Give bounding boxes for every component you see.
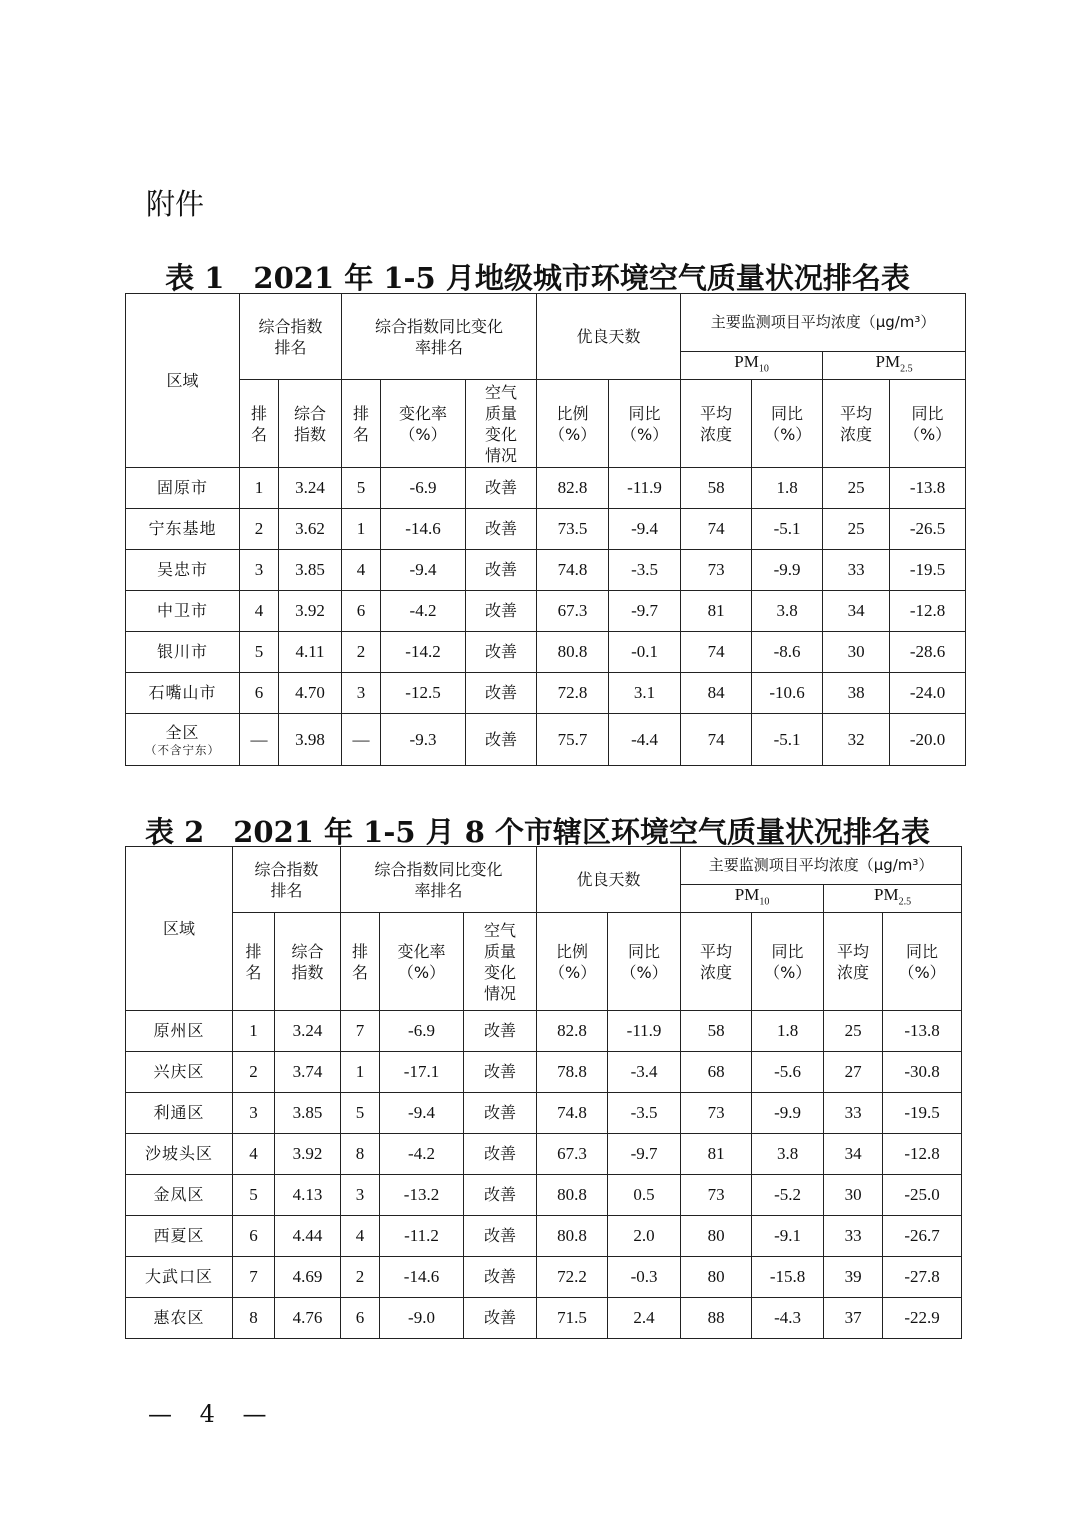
cell-good-yoy: -3.5 [608, 1093, 681, 1134]
header-pm25-yoy: 同比（%） [883, 913, 962, 1011]
cell-rank: 2 [233, 1052, 275, 1093]
table-row [126, 632, 966, 673]
table2-body [126, 1011, 962, 1339]
cell-pm25-avg: 25 [824, 1011, 883, 1052]
header-rank: 排名 [233, 913, 275, 1011]
cell-rank: 1 [233, 1011, 275, 1052]
table1-header [126, 294, 966, 468]
header-pm10-subscript: 10 [759, 896, 770, 908]
cell-pm10-avg: 74 [681, 714, 752, 766]
cell-chg-rate: -17.1 [380, 1052, 464, 1093]
header-change-rate: 变化率（%） [380, 913, 464, 1011]
cell-pm10-yoy: 3.8 [752, 1134, 824, 1175]
cell-index: 3.98 [279, 714, 342, 766]
cell-rank: 5 [240, 632, 279, 673]
table-row [126, 591, 966, 632]
header-pm25-yoy: 同比（%） [890, 380, 966, 468]
cell-region [126, 1216, 233, 1257]
region-name: 兴庆区 [153, 1062, 205, 1082]
table2-title: 表 2 2021 年 1-5 月 8 个市辖区环境空气质量状况排名表 [144, 815, 931, 849]
cell-chg-rank: 5 [342, 468, 381, 509]
cell-pm25-yoy: -19.5 [883, 1093, 962, 1134]
cell-pm25-avg: 37 [824, 1298, 883, 1339]
cell-good-yoy: -9.7 [609, 591, 681, 632]
cell-region [126, 714, 240, 766]
cell-quality: 改善 [466, 468, 537, 509]
cell-region [126, 1011, 233, 1052]
cell-pm25-yoy: -13.8 [883, 1011, 962, 1052]
header-composite-rank-group: 综合指数排名 [233, 847, 341, 913]
header-pm25-label: PM [875, 352, 901, 371]
table-row [126, 1093, 962, 1134]
cell-good-yoy: 0.5 [608, 1175, 681, 1216]
cell-pm10-yoy: -5.1 [752, 509, 823, 550]
cell-pm25-yoy: -28.6 [890, 632, 966, 673]
cell-good-yoy: -11.9 [609, 468, 681, 509]
header-change-rate: 变化率（%） [381, 380, 466, 468]
cell-good-ratio: 80.8 [537, 1216, 608, 1257]
region-name: 金凤区 [153, 1185, 205, 1205]
cell-quality: 改善 [466, 509, 537, 550]
cell-region [126, 1093, 233, 1134]
cell-pm10-yoy: 1.8 [752, 1011, 824, 1052]
cell-pm10-avg: 73 [681, 1093, 752, 1134]
table-row [126, 714, 966, 766]
region-name: 全区 [165, 722, 200, 742]
region-name: 沙坡头区 [144, 1144, 213, 1164]
header-pm10 [681, 885, 824, 913]
cell-pm25-avg: 34 [823, 591, 890, 632]
region-name: 固原市 [156, 478, 208, 498]
cell-pm10-yoy: -5.6 [752, 1052, 824, 1093]
cell-index: 3.92 [279, 591, 342, 632]
cell-quality: 改善 [466, 714, 537, 766]
cell-pm25-yoy: -13.8 [890, 468, 966, 509]
cell-pm10-yoy: -4.3 [752, 1298, 824, 1339]
cell-pm25-avg: 34 [824, 1134, 883, 1175]
cell-pm10-avg: 58 [681, 468, 752, 509]
header-pm10-yoy: 同比（%） [752, 380, 823, 468]
cell-chg-rank: 4 [341, 1216, 380, 1257]
table-row [126, 1011, 962, 1052]
cell-pm10-avg: 68 [681, 1052, 752, 1093]
cell-chg-rank: 7 [341, 1011, 380, 1052]
cell-chg-rate: -9.4 [381, 550, 466, 591]
cell-index: 3.74 [275, 1052, 341, 1093]
cell-chg-rank: 3 [341, 1175, 380, 1216]
cell-chg-rank: 2 [342, 632, 381, 673]
table2-table [125, 846, 962, 1339]
cell-good-ratio: 71.5 [537, 1298, 608, 1339]
cell-index: 3.24 [279, 468, 342, 509]
header-pm25-avg: 平均浓度 [823, 380, 890, 468]
cell-quality: 改善 [464, 1298, 537, 1339]
cell-good-yoy: -0.3 [608, 1257, 681, 1298]
cell-good-ratio: 67.3 [537, 1134, 608, 1175]
cell-good-yoy: -4.4 [609, 714, 681, 766]
region-name: 银川市 [156, 642, 208, 662]
cell-region [126, 509, 240, 550]
cell-chg-rate: -6.9 [381, 468, 466, 509]
cell-good-ratio: 74.8 [537, 550, 609, 591]
cell-chg-rate: -13.2 [380, 1175, 464, 1216]
cell-chg-rank: 5 [341, 1093, 380, 1134]
cell-rank: 4 [240, 591, 279, 632]
cell-region [126, 1134, 233, 1175]
cell-quality: 改善 [464, 1093, 537, 1134]
cell-good-ratio: 67.3 [537, 591, 609, 632]
cell-pm25-yoy: -20.0 [890, 714, 966, 766]
cell-good-yoy: -11.9 [608, 1011, 681, 1052]
cell-pm25-yoy: -22.9 [883, 1298, 962, 1339]
region-name: 西夏区 [153, 1226, 205, 1246]
header-pm25 [824, 885, 962, 913]
cell-good-ratio: 75.7 [537, 714, 609, 766]
table-row [126, 1052, 962, 1093]
header-rank: 排名 [240, 380, 279, 468]
cell-pm25-avg: 25 [823, 468, 890, 509]
table-row [126, 1216, 962, 1257]
cell-good-ratio: 72.2 [537, 1257, 608, 1298]
cell-index: 3.85 [275, 1093, 341, 1134]
cell-pm10-yoy: -9.1 [752, 1216, 824, 1257]
cell-rank: 1 [240, 468, 279, 509]
header-pollutant-group: 主要监测项目平均浓度（μg/m³） [681, 294, 966, 352]
header-region: 区域 [126, 294, 240, 468]
cell-index: 4.76 [275, 1298, 341, 1339]
cell-pm25-avg: 38 [823, 673, 890, 714]
cell-pm10-yoy: -9.9 [752, 550, 823, 591]
cell-pm25-avg: 33 [824, 1093, 883, 1134]
cell-quality: 改善 [466, 591, 537, 632]
cell-pm10-yoy: -15.8 [752, 1257, 824, 1298]
table-row [126, 509, 966, 550]
table-row [126, 468, 966, 509]
cell-pm10-avg: 58 [681, 1011, 752, 1052]
table-row [126, 673, 966, 714]
cell-pm25-avg: 33 [824, 1216, 883, 1257]
cell-pm10-yoy: 1.8 [752, 468, 823, 509]
table1-table [125, 293, 966, 766]
cell-region [126, 673, 240, 714]
cell-quality: 改善 [466, 673, 537, 714]
cell-chg-rate: -14.6 [380, 1257, 464, 1298]
cell-index: 4.70 [279, 673, 342, 714]
cell-rank: 7 [233, 1257, 275, 1298]
header-pm25 [823, 352, 966, 380]
cell-pm25-avg: 33 [823, 550, 890, 591]
cell-quality: 改善 [466, 550, 537, 591]
header-pm10-label: PM [734, 352, 759, 371]
cell-rank: 3 [233, 1093, 275, 1134]
cell-pm10-avg: 80 [681, 1257, 752, 1298]
cell-index: 3.92 [275, 1134, 341, 1175]
cell-pm10-avg: 73 [681, 550, 752, 591]
cell-chg-rate: -14.2 [381, 632, 466, 673]
header-air-quality-change: 空气质量变化情况 [466, 380, 537, 468]
cell-pm10-avg: 81 [681, 1134, 752, 1175]
cell-chg-rank: 8 [341, 1134, 380, 1175]
cell-pm10-avg: 80 [681, 1216, 752, 1257]
cell-chg-rate: -12.5 [381, 673, 466, 714]
cell-pm25-yoy: -30.8 [883, 1052, 962, 1093]
cell-chg-rank: — [342, 714, 381, 766]
cell-pm10-avg: 74 [681, 509, 752, 550]
cell-good-ratio: 78.8 [537, 1052, 608, 1093]
cell-quality: 改善 [464, 1052, 537, 1093]
header-pm10-avg: 平均浓度 [681, 380, 752, 468]
header-good-ratio: 比例（%） [537, 913, 608, 1011]
region-name: 原州区 [153, 1021, 205, 1041]
cell-good-yoy: -9.7 [608, 1134, 681, 1175]
cell-region [126, 1052, 233, 1093]
cell-pm10-avg: 81 [681, 591, 752, 632]
header-pm10-label: PM [734, 885, 760, 904]
cell-chg-rate: -11.2 [380, 1216, 464, 1257]
cell-index: 3.85 [279, 550, 342, 591]
header-good-days-group: 优良天数 [537, 294, 681, 380]
cell-chg-rate: -14.6 [381, 509, 466, 550]
cell-pm25-yoy: -19.5 [890, 550, 966, 591]
cell-chg-rate: -4.2 [381, 591, 466, 632]
header-pm10-avg: 平均浓度 [681, 913, 752, 1011]
cell-region [126, 550, 240, 591]
header-yoy-rank-group: 综合指数同比变化率排名 [342, 294, 537, 380]
cell-pm25-yoy: -12.8 [890, 591, 966, 632]
cell-index: 3.24 [275, 1011, 341, 1052]
region-name: 宁东基地 [148, 519, 217, 539]
cell-quality: 改善 [466, 632, 537, 673]
cell-pm25-avg: 27 [824, 1052, 883, 1093]
region-name: 惠农区 [153, 1308, 205, 1328]
table-row [126, 1175, 962, 1216]
cell-pm10-yoy: -5.2 [752, 1175, 824, 1216]
cell-index: 3.62 [279, 509, 342, 550]
cell-pm10-avg: 88 [681, 1298, 752, 1339]
header-good-ratio: 比例（%） [537, 380, 609, 468]
header-pm25-label: PM [874, 885, 899, 904]
cell-pm10-yoy: -9.9 [752, 1093, 824, 1134]
cell-chg-rate: -6.9 [380, 1011, 464, 1052]
table-row [126, 1134, 962, 1175]
page-number: — 4 — [148, 1400, 277, 1428]
cell-chg-rank: 6 [342, 591, 381, 632]
cell-region [126, 632, 240, 673]
header-pm25-avg: 平均浓度 [824, 913, 883, 1011]
cell-index: 4.44 [275, 1216, 341, 1257]
cell-region [126, 1257, 233, 1298]
cell-pm10-yoy: -10.6 [752, 673, 823, 714]
cell-pm25-yoy: -26.5 [890, 509, 966, 550]
cell-pm10-yoy: -8.6 [752, 632, 823, 673]
cell-pm10-avg: 74 [681, 632, 752, 673]
cell-index: 4.11 [279, 632, 342, 673]
header-composite-index: 综合指数 [279, 380, 342, 468]
cell-rank: 6 [233, 1216, 275, 1257]
cell-quality: 改善 [464, 1257, 537, 1298]
region-name: 中卫市 [156, 601, 208, 621]
cell-quality: 改善 [464, 1175, 537, 1216]
cell-rank: 3 [240, 550, 279, 591]
cell-chg-rate: -9.3 [381, 714, 466, 766]
cell-good-ratio: 73.5 [537, 509, 609, 550]
cell-pm25-yoy: -26.7 [883, 1216, 962, 1257]
cell-pm10-avg: 84 [681, 673, 752, 714]
cell-pm25-avg: 39 [824, 1257, 883, 1298]
header-pollutant-group: 主要监测项目平均浓度（μg/m³） [681, 847, 962, 885]
cell-pm25-yoy: -25.0 [883, 1175, 962, 1216]
header-good-days-group: 优良天数 [537, 847, 681, 913]
cell-rank: 5 [233, 1175, 275, 1216]
region-name: 利通区 [153, 1103, 205, 1123]
header-pm10-subscript: 10 [758, 363, 769, 375]
cell-good-yoy: 2.0 [608, 1216, 681, 1257]
table1-body [126, 468, 966, 766]
cell-quality: 改善 [464, 1134, 537, 1175]
cell-pm25-yoy: -24.0 [890, 673, 966, 714]
cell-pm10-avg: 73 [681, 1175, 752, 1216]
table-row [126, 1298, 962, 1339]
cell-region [126, 591, 240, 632]
cell-good-yoy: -0.1 [609, 632, 681, 673]
cell-pm10-yoy: -5.1 [752, 714, 823, 766]
header-pm25-subscript: 2.5 [900, 363, 913, 375]
cell-good-ratio: 82.8 [537, 468, 609, 509]
cell-good-yoy: -3.4 [608, 1052, 681, 1093]
table2-header [126, 847, 962, 1011]
cell-pm25-yoy: -12.8 [883, 1134, 962, 1175]
cell-rank: 2 [240, 509, 279, 550]
header-air-quality-change: 空气质量变化情况 [464, 913, 537, 1011]
cell-index: 4.13 [275, 1175, 341, 1216]
cell-region [126, 1298, 233, 1339]
header-good-yoy: 同比（%） [608, 913, 681, 1011]
cell-good-yoy: -9.4 [609, 509, 681, 550]
cell-good-yoy: 2.4 [608, 1298, 681, 1339]
region-name: 大武口区 [144, 1267, 213, 1287]
cell-chg-rank: 1 [342, 509, 381, 550]
cell-chg-rank: 4 [342, 550, 381, 591]
cell-good-ratio: 80.8 [537, 1175, 608, 1216]
cell-pm25-avg: 30 [823, 632, 890, 673]
attachment-label: 附件 [146, 187, 205, 221]
table1-title: 表 1 2021 年 1-5 月地级城市环境空气质量状况排名表 [165, 261, 910, 295]
table-row [126, 550, 966, 591]
header-pm10-yoy: 同比（%） [752, 913, 824, 1011]
header-pm10 [681, 352, 823, 380]
cell-pm25-yoy: -27.8 [883, 1257, 962, 1298]
cell-rank: 8 [233, 1298, 275, 1339]
header-change-rank: 排名 [341, 913, 380, 1011]
cell-index: 4.69 [275, 1257, 341, 1298]
region-note: （不含宁东） [145, 742, 220, 757]
cell-quality: 改善 [464, 1011, 537, 1052]
cell-chg-rank: 2 [341, 1257, 380, 1298]
cell-pm25-avg: 30 [824, 1175, 883, 1216]
cell-region [126, 1175, 233, 1216]
cell-good-ratio: 82.8 [537, 1011, 608, 1052]
cell-chg-rate: -4.2 [380, 1134, 464, 1175]
cell-quality: 改善 [464, 1216, 537, 1257]
cell-good-ratio: 80.8 [537, 632, 609, 673]
cell-pm25-avg: 25 [823, 509, 890, 550]
header-good-yoy: 同比（%） [609, 380, 681, 468]
cell-good-ratio: 74.8 [537, 1093, 608, 1134]
table-row [126, 1257, 962, 1298]
header-composite-index: 综合指数 [275, 913, 341, 1011]
cell-chg-rank: 6 [341, 1298, 380, 1339]
header-yoy-rank-group: 综合指数同比变化率排名 [341, 847, 537, 913]
cell-pm10-yoy: 3.8 [752, 591, 823, 632]
cell-rank: 6 [240, 673, 279, 714]
header-pm25-subscript: 2.5 [898, 896, 912, 908]
cell-chg-rate: -9.0 [380, 1298, 464, 1339]
cell-good-ratio: 72.8 [537, 673, 609, 714]
cell-region [126, 468, 240, 509]
cell-chg-rank: 3 [342, 673, 381, 714]
cell-chg-rank: 1 [341, 1052, 380, 1093]
region-name: 石嘴山市 [148, 683, 217, 703]
cell-rank: — [240, 714, 279, 766]
cell-good-yoy: 3.1 [609, 673, 681, 714]
header-region: 区域 [126, 847, 233, 1011]
cell-good-yoy: -3.5 [609, 550, 681, 591]
header-composite-rank-group: 综合指数排名 [240, 294, 342, 380]
cell-chg-rate: -9.4 [380, 1093, 464, 1134]
header-change-rank: 排名 [342, 380, 381, 468]
cell-rank: 4 [233, 1134, 275, 1175]
cell-pm25-avg: 32 [823, 714, 890, 766]
region-name: 吴忠市 [156, 560, 208, 580]
